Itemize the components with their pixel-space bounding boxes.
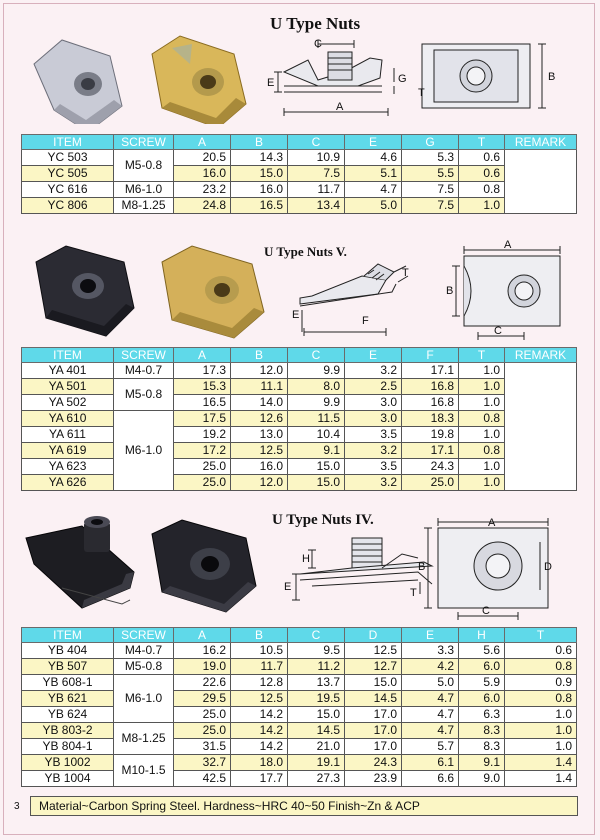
value-cell: 14.2 [231,723,288,739]
value-cell: 24.3 [402,459,459,475]
item-cell: YC 806 [22,198,114,214]
dim-label-c: C [482,605,490,617]
value-cell: 1.0 [505,723,577,739]
value-cell: 14.5 [345,691,402,707]
value-cell: 1.0 [459,459,505,475]
value-cell: 17.1 [402,363,459,379]
column-header: G [402,135,459,150]
column-header: SCREW [114,135,174,150]
value-cell: 16.2 [174,643,231,659]
value-cell: 7.5 [402,198,459,214]
value-cell: 14.3 [231,150,288,166]
value-cell: 17.7 [231,771,288,787]
table-row [22,475,577,491]
item-cell: YB 1004 [22,771,114,787]
value-cell: 31.5 [174,739,231,755]
value-cell: 3.2 [345,363,402,379]
value-cell: 15.0 [288,707,345,723]
value-cell: 25.0 [174,723,231,739]
section-3-table [21,627,577,787]
value-cell: 13.4 [288,198,345,214]
value-cell: 13.0 [231,427,288,443]
value-cell: 1.0 [459,379,505,395]
item-cell: YC 505 [22,166,114,182]
value-cell: 15.0 [345,675,402,691]
item-cell: YC 616 [22,182,114,198]
value-cell: 10.5 [231,643,288,659]
value-cell: 2.5 [345,379,402,395]
value-cell: 6.0 [459,691,505,707]
value-cell: 15.0 [288,459,345,475]
value-cell: 0.8 [459,411,505,427]
value-cell: 14.2 [231,707,288,723]
value-cell: 4.7 [402,691,459,707]
value-cell: 17.0 [345,739,402,755]
value-cell: 0.9 [505,675,577,691]
value-cell: 19.5 [288,691,345,707]
item-cell: YA 610 [22,411,114,427]
table-row [22,427,577,443]
dim-label-t: T [402,267,409,279]
black-stud-u-nut-image [26,516,134,608]
column-header: SCREW [114,348,174,363]
value-cell: 9.5 [288,643,345,659]
value-cell: 7.5 [402,182,459,198]
value-cell: 3.5 [345,427,402,443]
value-cell: 5.6 [459,643,505,659]
material-footer: Material~Carbon Spring Steel. Hardness~HRC 40~50 Finish~Zn & ACP [30,796,578,816]
table-header-row [22,135,577,150]
screw-cell: M6-1.0 [114,411,174,491]
value-cell: 17.5 [174,411,231,427]
value-cell: 12.8 [231,675,288,691]
column-header: REMARK [505,135,577,150]
value-cell: 19.8 [402,427,459,443]
value-cell: 16.5 [231,198,288,214]
column-header: REMARK [505,348,577,363]
value-cell: 23.2 [174,182,231,198]
value-cell: 24.3 [345,755,402,771]
value-cell: 6.6 [402,771,459,787]
value-cell: 4.7 [402,707,459,723]
value-cell: 9.1 [459,755,505,771]
value-cell: 16.0 [231,459,288,475]
value-cell: 14.5 [288,723,345,739]
value-cell: 19.1 [288,755,345,771]
value-cell: 14.2 [231,739,288,755]
value-cell: 1.0 [459,427,505,443]
column-header: ITEM [22,628,114,643]
value-cell: 12.5 [345,643,402,659]
value-cell: 8.0 [288,379,345,395]
value-cell: 3.2 [345,443,402,459]
value-cell: 29.5 [174,691,231,707]
dim-label-b: B [446,285,454,297]
section-2-photo [22,238,277,340]
table-row [22,395,577,411]
value-cell: 12.0 [231,475,288,491]
value-cell: 5.1 [345,166,402,182]
value-cell: 12.0 [231,363,288,379]
value-cell: 9.9 [288,395,345,411]
value-cell: 5.3 [402,150,459,166]
value-cell: 16.5 [174,395,231,411]
dim-label-b: B [548,71,556,83]
value-cell: 10.4 [288,427,345,443]
value-cell: 32.7 [174,755,231,771]
value-cell: 5.0 [402,675,459,691]
section-1-table [21,134,577,214]
value-cell: 24.8 [174,198,231,214]
item-cell: YA 619 [22,443,114,459]
value-cell: 1.0 [459,363,505,379]
value-cell: 6.0 [459,659,505,675]
screw-cell: M4-0.7 [114,643,174,659]
value-cell: 1.4 [505,755,577,771]
dim-label-g: G [398,73,407,85]
screw-cell: M5-0.8 [114,379,174,411]
value-cell: 16.0 [174,166,231,182]
item-cell: YB 1002 [22,755,114,771]
screw-cell: M6-1.0 [114,675,174,723]
value-cell: 0.6 [459,166,505,182]
dim-label-f: F [362,315,369,327]
value-cell: 42.5 [174,771,231,787]
table-row [22,459,577,475]
black-u-nut-image [36,246,134,336]
value-cell: 0.8 [459,443,505,459]
section-3-photo [22,508,272,618]
value-cell: 16.8 [402,379,459,395]
table-header-row [22,348,577,363]
dim-label-e: E [284,581,292,593]
screw-cell: M6-1.0 [114,182,174,198]
column-header: SCREW [114,628,174,643]
column-header: T [505,628,577,643]
table-row [22,771,577,787]
table-row [22,723,577,739]
table-row [22,411,577,427]
value-cell: 15.0 [288,475,345,491]
value-cell: 1.0 [459,198,505,214]
value-cell: 16.0 [231,182,288,198]
column-header: T [459,135,505,150]
table-row [22,675,577,691]
column-header: F [402,348,459,363]
value-cell: 1.0 [459,475,505,491]
value-cell: 18.0 [231,755,288,771]
value-cell: 25.0 [174,707,231,723]
value-cell: 19.2 [174,427,231,443]
value-cell: 3.3 [402,643,459,659]
value-cell: 7.5 [288,166,345,182]
column-header: A [174,628,231,643]
table-header-row [22,628,577,643]
item-cell: YA 502 [22,395,114,411]
dim-label-h: H [302,553,310,565]
value-cell: 3.0 [345,395,402,411]
value-cell: 12.5 [231,691,288,707]
value-cell: 0.6 [459,150,505,166]
remark-cell [505,150,577,214]
dim-label-t: T [410,587,417,599]
table-row [22,707,577,723]
value-cell: 0.8 [505,659,577,675]
value-cell: 1.0 [459,395,505,411]
value-cell: 0.8 [459,182,505,198]
section-1-title: U Type Nuts [270,14,361,33]
value-cell: 4.2 [402,659,459,675]
section-2-table [21,347,577,491]
screw-cell: M5-0.8 [114,659,174,675]
value-cell: 17.1 [402,443,459,459]
value-cell: 25.0 [174,475,231,491]
value-cell: 16.8 [402,395,459,411]
column-header: ITEM [22,348,114,363]
item-cell: YC 503 [22,150,114,166]
section-3-diagram [282,518,578,624]
value-cell: 9.0 [459,771,505,787]
value-cell: 6.3 [459,707,505,723]
black-flat-u-nut-image [152,520,256,612]
value-cell: 11.2 [288,659,345,675]
item-cell: YB 621 [22,691,114,707]
value-cell: 3.0 [345,411,402,427]
value-cell: 5.5 [402,166,459,182]
screw-cell: M5-0.8 [114,150,174,182]
value-cell: 5.0 [345,198,402,214]
dim-label-a: A [504,239,512,251]
screw-cell: M4-0.7 [114,363,174,379]
item-cell: YB 507 [22,659,114,675]
column-header: ITEM [22,135,114,150]
value-cell: 5.9 [459,675,505,691]
value-cell: 9.9 [288,363,345,379]
section-2-title: U Type Nuts V. [264,244,347,259]
dim-label-a: A [488,518,496,529]
table-row [22,150,577,166]
section-2-diagram [282,236,578,344]
value-cell: 15.0 [231,166,288,182]
value-cell: 6.1 [402,755,459,771]
value-cell: 22.6 [174,675,231,691]
column-header: E [345,135,402,150]
value-cell: 17.0 [345,723,402,739]
item-cell: YB 803-2 [22,723,114,739]
section-1-photo [22,24,275,124]
item-cell: YB 804-1 [22,739,114,755]
screw-cell: M10-1.5 [114,755,174,787]
item-cell: YA 623 [22,459,114,475]
value-cell: 21.0 [288,739,345,755]
column-header: B [231,628,288,643]
column-header: C [288,135,345,150]
item-cell: YA 626 [22,475,114,491]
value-cell: 15.3 [174,379,231,395]
value-cell: 0.6 [505,643,577,659]
value-cell: 19.0 [174,659,231,675]
value-cell: 11.7 [231,659,288,675]
value-cell: 10.9 [288,150,345,166]
column-header: A [174,348,231,363]
value-cell: 4.7 [345,182,402,198]
value-cell: 5.7 [402,739,459,755]
value-cell: 11.5 [288,411,345,427]
table-row [22,755,577,771]
value-cell: 17.2 [174,443,231,459]
table-row [22,691,577,707]
value-cell: 0.8 [505,691,577,707]
item-cell: YA 501 [22,379,114,395]
item-cell: YA 611 [22,427,114,443]
table-row [22,379,577,395]
dim-label-b: B [418,561,426,573]
table-row [22,739,577,755]
value-cell: 8.3 [459,739,505,755]
table-row [22,659,577,675]
column-header: E [345,348,402,363]
dim-label-c: C [494,325,502,337]
value-cell: 23.9 [345,771,402,787]
value-cell: 17.0 [345,707,402,723]
value-cell: 11.7 [288,182,345,198]
value-cell: 12.7 [345,659,402,675]
value-cell: 4.6 [345,150,402,166]
value-cell: 25.0 [174,459,231,475]
item-cell: YB 624 [22,707,114,723]
dim-label-c: C [314,38,322,50]
column-header: B [231,135,288,150]
section-3-title: U Type Nuts IV. [272,512,374,528]
value-cell: 9.1 [288,443,345,459]
dim-label-e: E [267,77,275,89]
table-row [22,643,577,659]
column-header: E [402,628,459,643]
value-cell: 17.3 [174,363,231,379]
item-cell: YA 401 [22,363,114,379]
value-cell: 14.0 [231,395,288,411]
value-cell: 3.2 [345,475,402,491]
column-header: A [174,135,231,150]
dim-label-a: A [336,101,344,113]
gold-u-nut-v-image [162,246,264,338]
value-cell: 20.5 [174,150,231,166]
value-cell: 4.7 [402,723,459,739]
table-row [22,198,577,214]
gold-u-nut-image [152,36,246,124]
screw-cell: M8-1.25 [114,723,174,755]
table-row [22,182,577,198]
table-row [22,443,577,459]
value-cell: 11.1 [231,379,288,395]
screw-cell: M8-1.25 [114,198,174,214]
value-cell: 12.5 [231,443,288,459]
value-cell: 1.0 [505,739,577,755]
dim-label-e: E [292,309,300,321]
dim-label-d: D [544,561,552,573]
column-header: T [459,348,505,363]
dim-label-t: T [418,87,425,99]
value-cell: 25.0 [402,475,459,491]
table-row [22,166,577,182]
value-cell: 1.4 [505,771,577,787]
table-row [22,363,577,379]
value-cell: 18.3 [402,411,459,427]
section-1-diagram [262,30,572,125]
column-header: C [288,348,345,363]
remark-cell [505,363,577,491]
column-header: C [288,628,345,643]
value-cell: 8.3 [459,723,505,739]
value-cell: 12.6 [231,411,288,427]
item-cell: YB 608-1 [22,675,114,691]
column-header: D [345,628,402,643]
value-cell: 13.7 [288,675,345,691]
silver-u-nut-image [34,40,122,124]
item-cell: YB 404 [22,643,114,659]
value-cell: 1.0 [505,707,577,723]
value-cell: 27.3 [288,771,345,787]
value-cell: 3.5 [345,459,402,475]
page-number: 3 [14,801,20,812]
column-header: B [231,348,288,363]
column-header: H [459,628,505,643]
